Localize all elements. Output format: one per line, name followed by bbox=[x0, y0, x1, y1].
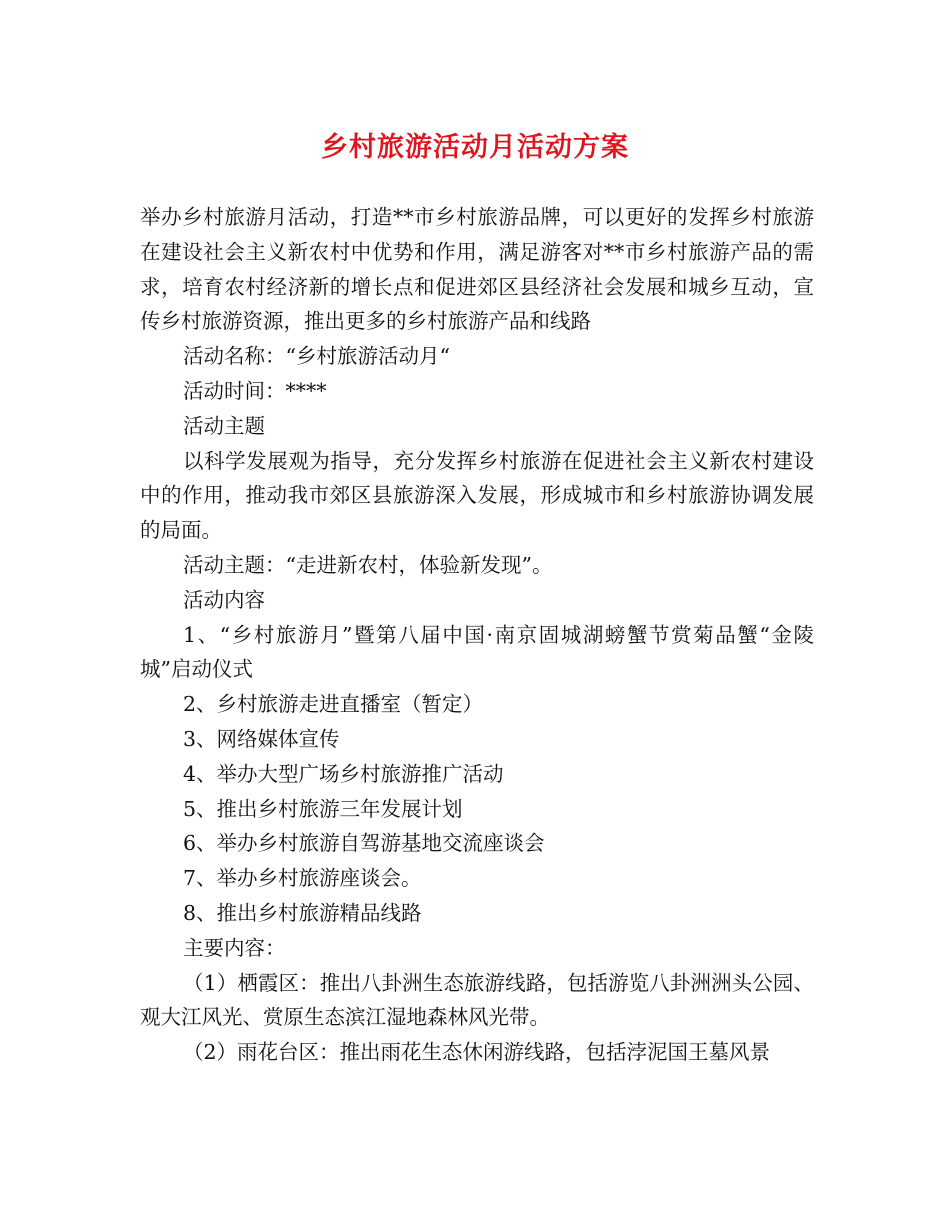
list-item: 3、网络媒体宣传 bbox=[183, 726, 340, 751]
paragraph-activity-time: 活动时间：**** bbox=[183, 378, 327, 403]
list-item: 2、乡村旅游走进直播室（暂定） bbox=[183, 692, 484, 717]
list-item: 8、推出乡村旅游精品线路 bbox=[183, 900, 422, 925]
list-item: 6、举办乡村旅游自驾游基地交流座谈会 bbox=[183, 831, 545, 856]
paragraph-activity-name: 活动名称：“乡村旅游活动月“ bbox=[183, 344, 450, 369]
list-item: 7、举办乡村旅游座谈会。 bbox=[183, 866, 422, 891]
paragraph-intro: 举办乡村旅游月活动，打造**市乡村旅游品牌，可以更好的发挥乡村旅游在建设社会主义新农村中优势和作用，满足游客对**市乡村旅游产品的需求，培育农村经济新的增长点和促进郊区县经济社会发展和城乡互动，宣传乡村旅游资源，推出更多的乡村旅游产品和线路 bbox=[140, 205, 814, 334]
list-item: （2）雨花台区：推出雨花生态休闲游线路，包括浡泥国王墓风景 bbox=[183, 1040, 771, 1065]
list-item: （1）栖霞区：推出八卦洲生态旅游线路，包括游览八卦洲洲头公园、观大江风光、赏原生态滨江湿地森林风光带。 bbox=[140, 970, 814, 1030]
heading-activity-theme: 活动主题 bbox=[183, 413, 265, 438]
document-body bbox=[140, 200, 814, 1070]
paragraph-theme-description: 以科学发展观为指导，充分发挥乡村旅游在促进社会主义新农村建设中的作用，推动我市郊区县旅游深入发展，形成城市和乡村旅游协调发展的局面。 bbox=[140, 448, 814, 543]
heading-activity-content: 活动内容 bbox=[183, 587, 265, 612]
paragraph-theme-slogan: 活动主题：“走进新农村，体验新发现”。 bbox=[183, 552, 553, 577]
list-item: 4、举办大型广场乡村旅游推广活动 bbox=[183, 761, 504, 786]
list-item: 5、推出乡村旅游三年发展计划 bbox=[183, 796, 463, 821]
list-item: 1、“乡村旅游月”暨第八届中国·南京固城湖螃蟹节赏菊品蟹“金陵城”启动仪式 bbox=[140, 622, 814, 682]
document-title: 乡村旅游活动月活动方案 bbox=[321, 132, 629, 163]
heading-main-content: 主要内容： bbox=[183, 935, 286, 960]
